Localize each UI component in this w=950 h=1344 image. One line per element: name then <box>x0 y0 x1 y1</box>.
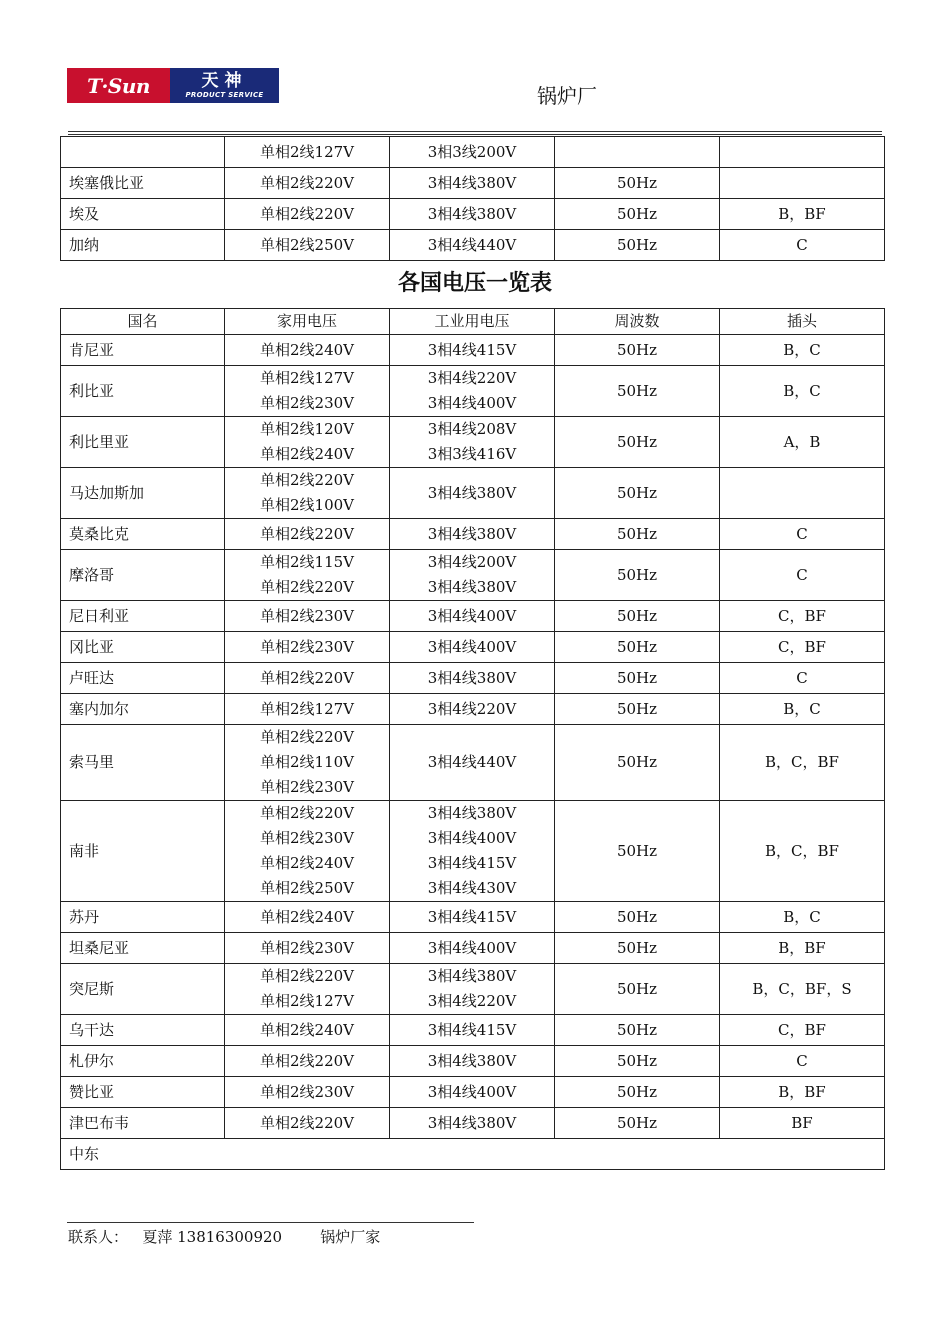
country-cell: 埃塞俄比亚 <box>61 168 225 199</box>
voltage-table <box>60 308 885 1170</box>
plug-cell <box>720 168 885 199</box>
cell-line: 3相4线415V <box>427 340 517 359</box>
cell-line: 3相4线220V <box>427 992 517 1010</box>
logo-tsun: T·Sun <box>67 68 170 103</box>
country-cell: 乌干达 <box>61 1015 225 1046</box>
cell-line: 3相3线200V <box>427 142 517 161</box>
cell-line: 单相2线127V <box>259 369 354 387</box>
home-voltage-cell <box>225 168 390 199</box>
cell-line: 3相4线400V <box>427 394 517 412</box>
home-voltage-cell <box>225 1015 390 1046</box>
country-cell: 塞内加尔 <box>61 694 225 725</box>
cell-line: 单相2线230V <box>259 637 354 656</box>
plug-cell: B，BF <box>720 1077 885 1108</box>
industrial-voltage-cell <box>390 366 555 417</box>
cell-line: 3相4线400V <box>427 938 517 957</box>
industrial-voltage-cell <box>390 1046 555 1077</box>
cell-line: 3相3线416V <box>427 445 517 463</box>
plug-cell: B，BF <box>720 933 885 964</box>
logo-tianshen <box>170 68 279 103</box>
industrial-voltage-cell <box>390 199 555 230</box>
section-label: 中东 <box>61 1139 885 1170</box>
frequency-cell: 50Hz <box>555 468 720 519</box>
logo-en-text: PRODUCT SERVICE <box>185 90 264 99</box>
plug-cell: B，BF <box>720 199 885 230</box>
home-voltage-cell <box>225 366 390 417</box>
industrial-voltage-cell <box>390 964 555 1015</box>
cell-line: 3相4线380V <box>427 804 517 822</box>
cell-line: 单相2线100V <box>259 496 354 514</box>
frequency-cell: 50Hz <box>555 964 720 1015</box>
table-title: 各国电压一览表 <box>397 270 552 296</box>
country-cell: 南非 <box>61 801 225 902</box>
industrial-voltage-cell <box>390 1015 555 1046</box>
cell-line: 单相2线250V <box>259 879 354 897</box>
home-voltage-cell <box>225 933 390 964</box>
home-voltage-cell <box>225 902 390 933</box>
industrial-voltage-cell <box>390 801 555 902</box>
industrial-voltage-cell <box>390 1108 555 1139</box>
frequency-cell: 50Hz <box>555 1015 720 1046</box>
table-row <box>61 694 885 725</box>
industrial-voltage-cell <box>390 601 555 632</box>
cell-line: 单相2线220V <box>259 668 354 687</box>
industrial-voltage-cell <box>390 632 555 663</box>
cell-line: 单相2线220V <box>259 471 354 489</box>
plug-cell: B，C，BF <box>720 725 885 801</box>
cell-line: 单相2线127V <box>259 992 354 1010</box>
frequency-cell: 50Hz <box>555 601 720 632</box>
table-header-row <box>61 309 885 335</box>
industrial-voltage-cell <box>390 168 555 199</box>
plug-cell <box>720 137 885 168</box>
industrial-voltage-cell <box>390 230 555 261</box>
industrial-voltage-cell <box>390 137 555 168</box>
frequency-cell: 50Hz <box>555 168 720 199</box>
cell-line: 单相2线240V <box>259 340 354 359</box>
frequency-cell: 50Hz <box>555 694 720 725</box>
country-cell: 札伊尔 <box>61 1046 225 1077</box>
country-cell: 突尼斯 <box>61 964 225 1015</box>
country-cell: 利比里亚 <box>61 417 225 468</box>
country-cell: 埃及 <box>61 199 225 230</box>
table-row <box>61 199 885 230</box>
contact-label: 联系人： <box>68 1228 129 1246</box>
country-cell: 索马里 <box>61 725 225 801</box>
cell-line: 单相2线127V <box>259 142 354 161</box>
industrial-voltage-cell <box>390 663 555 694</box>
cell-line: 单相2线230V <box>259 829 354 847</box>
country-cell: 莫桑比克 <box>61 519 225 550</box>
home-voltage-cell <box>225 964 390 1015</box>
cell-line: 单相2线220V <box>259 1113 354 1132</box>
frequency-cell: 50Hz <box>555 230 720 261</box>
frequency-cell <box>555 137 720 168</box>
industrial-voltage-cell <box>390 335 555 366</box>
country-cell: 尼日利亚 <box>61 601 225 632</box>
plug-cell: C，BF <box>720 601 885 632</box>
table-row <box>61 1108 885 1139</box>
cell-line: 单相2线230V <box>259 606 354 625</box>
cell-line: 单相2线220V <box>259 173 354 192</box>
column-header-plug: 插头 <box>720 309 885 335</box>
frequency-cell: 50Hz <box>555 366 720 417</box>
frequency-cell: 50Hz <box>555 519 720 550</box>
frequency-cell: 50Hz <box>555 1108 720 1139</box>
table-row <box>61 725 885 801</box>
cell-line: 单相2线220V <box>259 524 354 543</box>
cell-line: 单相2线230V <box>259 394 354 412</box>
cell-line: 3相4线200V <box>427 553 517 571</box>
table-row <box>61 366 885 417</box>
frequency-cell: 50Hz <box>555 801 720 902</box>
home-voltage-cell <box>225 801 390 902</box>
table-row <box>61 902 885 933</box>
country-cell: 马达加斯加 <box>61 468 225 519</box>
frequency-cell: 50Hz <box>555 1046 720 1077</box>
frequency-cell: 50Hz <box>555 417 720 468</box>
cell-line: 3相4线380V <box>427 1051 517 1070</box>
logo-cn-text: 天神 <box>201 70 248 91</box>
industrial-voltage-cell <box>390 550 555 601</box>
footer-rule <box>67 1222 474 1223</box>
contact-phone: 13816300920 <box>177 1228 283 1246</box>
contact-name: 夏萍 <box>142 1228 173 1246</box>
frequency-cell: 50Hz <box>555 902 720 933</box>
plug-cell: C <box>720 663 885 694</box>
country-cell: 冈比亚 <box>61 632 225 663</box>
home-voltage-cell <box>225 519 390 550</box>
frequency-cell: 50Hz <box>555 933 720 964</box>
table-row <box>61 632 885 663</box>
industrial-voltage-cell <box>390 902 555 933</box>
cell-line: 单相2线220V <box>259 728 354 746</box>
home-voltage-cell <box>225 1077 390 1108</box>
table-row <box>61 801 885 902</box>
cell-line: 3相4线380V <box>427 483 517 502</box>
header-rule <box>68 131 882 132</box>
table-row <box>61 230 885 261</box>
cell-line: 单相2线110V <box>259 753 354 771</box>
frequency-cell: 50Hz <box>555 550 720 601</box>
cell-line: 3相4线380V <box>427 668 517 687</box>
industrial-voltage-cell <box>390 468 555 519</box>
company-logo <box>67 68 279 103</box>
home-voltage-cell <box>225 601 390 632</box>
plug-cell: C <box>720 230 885 261</box>
frequency-cell: 50Hz <box>555 335 720 366</box>
frequency-cell: 50Hz <box>555 1077 720 1108</box>
home-voltage-cell <box>225 1046 390 1077</box>
plug-cell <box>720 468 885 519</box>
column-header-country: 国名 <box>61 309 225 335</box>
cell-line: 3相4线415V <box>427 854 517 872</box>
table-row <box>61 663 885 694</box>
plug-cell: B，C <box>720 902 885 933</box>
plug-cell: B，C <box>720 366 885 417</box>
home-voltage-cell <box>225 725 390 801</box>
top-voltage-table <box>60 136 885 261</box>
industrial-voltage-cell <box>390 933 555 964</box>
home-voltage-cell <box>225 632 390 663</box>
table-row <box>61 1015 885 1046</box>
country-cell: 卢旺达 <box>61 663 225 694</box>
cell-line: 3相4线220V <box>427 699 517 718</box>
cell-line: 单相2线250V <box>259 235 354 254</box>
industrial-voltage-cell <box>390 694 555 725</box>
table-row <box>61 1077 885 1108</box>
table-row <box>61 519 885 550</box>
table-row <box>61 417 885 468</box>
cell-line: 单相2线240V <box>259 445 354 463</box>
plug-cell: C，BF <box>720 632 885 663</box>
cell-line: 3相4线415V <box>427 1020 517 1039</box>
cell-line: 3相4线440V <box>427 235 517 254</box>
footer-contact <box>68 1226 380 1247</box>
home-voltage-cell <box>225 550 390 601</box>
home-voltage-cell <box>225 663 390 694</box>
cell-line: 单相2线120V <box>259 420 354 438</box>
country-cell: 坦桑尼亚 <box>61 933 225 964</box>
cell-line: 单相2线220V <box>259 578 354 596</box>
cell-line: 3相4线380V <box>427 524 517 543</box>
home-voltage-cell <box>225 468 390 519</box>
header-rule-double <box>68 134 882 135</box>
cell-line: 3相4线380V <box>427 578 517 596</box>
table-row <box>61 1046 885 1077</box>
plug-cell: B，C <box>720 335 885 366</box>
frequency-cell: 50Hz <box>555 632 720 663</box>
home-voltage-cell <box>225 137 390 168</box>
country-cell <box>61 137 225 168</box>
home-voltage-cell <box>225 1108 390 1139</box>
cell-line: 单相2线230V <box>259 778 354 796</box>
home-voltage-cell <box>225 335 390 366</box>
industrial-voltage-cell <box>390 519 555 550</box>
cell-line: 3相4线430V <box>427 879 517 897</box>
home-voltage-cell <box>225 694 390 725</box>
cell-line: 3相4线380V <box>427 967 517 985</box>
plug-cell: C <box>720 1046 885 1077</box>
country-cell: 加纳 <box>61 230 225 261</box>
cell-line: 3相4线380V <box>427 173 517 192</box>
plug-cell: B，C，BF <box>720 801 885 902</box>
cell-line: 3相4线400V <box>427 637 517 656</box>
industrial-voltage-cell <box>390 417 555 468</box>
table-row <box>61 335 885 366</box>
plug-cell: B，C，BF，S <box>720 964 885 1015</box>
table-row <box>61 933 885 964</box>
cell-line: 单相2线220V <box>259 967 354 985</box>
cell-line: 单相2线230V <box>259 1082 354 1101</box>
cell-line: 单相2线240V <box>259 907 354 926</box>
table-row <box>61 468 885 519</box>
column-header-frequency: 周波数 <box>555 309 720 335</box>
cell-line: 3相4线415V <box>427 907 517 926</box>
cell-line: 3相4线400V <box>427 1082 517 1101</box>
table-row <box>61 550 885 601</box>
frequency-cell: 50Hz <box>555 725 720 801</box>
column-header-home-voltage: 家用电压 <box>225 309 390 335</box>
table-row <box>61 137 885 168</box>
frequency-cell: 50Hz <box>555 663 720 694</box>
cell-line: 3相4线380V <box>427 1113 517 1132</box>
cell-line: 3相4线440V <box>427 753 517 771</box>
country-cell: 肯尼亚 <box>61 335 225 366</box>
column-header-industrial-voltage: 工业用电压 <box>390 309 555 335</box>
home-voltage-cell <box>225 230 390 261</box>
home-voltage-cell <box>225 199 390 230</box>
industrial-voltage-cell <box>390 725 555 801</box>
cell-line: 3相4线208V <box>427 420 517 438</box>
cell-line: 单相2线115V <box>259 553 354 571</box>
plug-cell: BF <box>720 1108 885 1139</box>
plug-cell: A，B <box>720 417 885 468</box>
table-row <box>61 168 885 199</box>
cell-line: 单相2线220V <box>259 204 354 223</box>
cell-line: 单相2线220V <box>259 1051 354 1070</box>
cell-line: 3相4线400V <box>427 829 517 847</box>
home-voltage-cell <box>225 417 390 468</box>
plug-cell: C <box>720 550 885 601</box>
cell-line: 单相2线220V <box>259 804 354 822</box>
plug-cell: B，C <box>720 694 885 725</box>
table-row <box>61 601 885 632</box>
table-row <box>61 964 885 1015</box>
frequency-cell: 50Hz <box>555 199 720 230</box>
cell-line: 单相2线230V <box>259 938 354 957</box>
cell-line: 单相2线127V <box>259 699 354 718</box>
section-row <box>61 1139 885 1170</box>
cell-line: 单相2线240V <box>259 1020 354 1039</box>
country-cell: 摩洛哥 <box>61 550 225 601</box>
company-name: 锅炉厂家 <box>320 1228 381 1246</box>
country-cell: 津巴布韦 <box>61 1108 225 1139</box>
industrial-voltage-cell <box>390 1077 555 1108</box>
cell-line: 3相4线220V <box>427 369 517 387</box>
plug-cell: C，BF <box>720 1015 885 1046</box>
cell-line: 3相4线400V <box>427 606 517 625</box>
cell-line: 单相2线240V <box>259 854 354 872</box>
country-cell: 苏丹 <box>61 902 225 933</box>
plug-cell: C <box>720 519 885 550</box>
header-title: 锅炉厂 <box>537 84 597 108</box>
country-cell: 利比亚 <box>61 366 225 417</box>
cell-line: 3相4线380V <box>427 204 517 223</box>
country-cell: 赞比亚 <box>61 1077 225 1108</box>
